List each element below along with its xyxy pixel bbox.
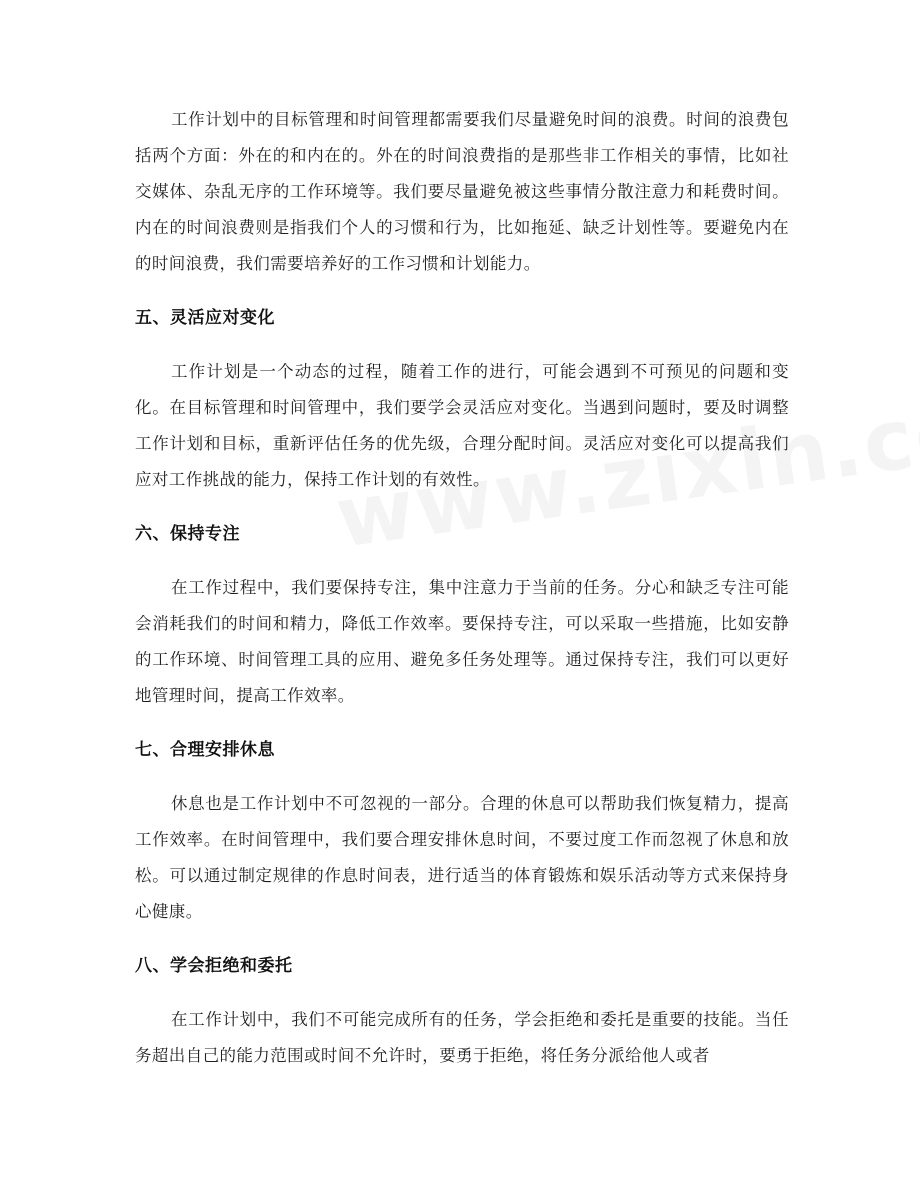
document-body: [135, 102, 789, 1074]
paragraph-delegation: 在工作计划中，我们不可能完成所有的任务，学会拒绝和委托是重要的技能。当任务超出自己的能力范围或时间不允许时，要勇于拒绝，将任务分派给他人或者: [135, 1010, 789, 1065]
paragraph-rest: 休息也是工作计划中不可忽视的一部分。合理的休息可以帮助我们恢复精力，提高工作效率。在时间管理中，我们要合理安排休息时间，不要过度工作而忽视了休息和放松。可以通过制定规律的作息时间表，进行适当的体育锻炼和娱乐活动等方式来保持身心健康。: [135, 794, 789, 921]
section-heading-6: 六、保持专注: [135, 524, 240, 544]
section-heading-5: 五、灵活应对变化: [135, 308, 275, 328]
paragraph-flexibility: 工作计划是一个动态的过程，随着工作的进行，可能会遇到不可预见的问题和变化。在目标管理和时间管理中，我们要学会灵活应对变化。当遇到问题时，要及时调整工作计划和目标，重新评估任务的优先级，合理分配时间。灵活应对变化可以提高我们应对工作挑战的能力，保持工作计划的有效性。: [135, 362, 789, 489]
paragraph-focus: 在工作过程中，我们要保持专注，集中注意力于当前的任务。分心和缺乏专注可能会消耗我们的时间和精力，降低工作效率。要保持专注，可以采取一些措施，比如安静的工作环境、时间管理工具的应用、避免多任务处理等。通过保持专注，我们可以更好地管理时间，提高工作效率。: [135, 578, 789, 705]
paragraph-time-waste: 工作计划中的目标管理和时间管理都需要我们尽量避免时间的浪费。时间的浪费包括两个方面：外在的和内在的。外在的时间浪费指的是那些非工作相关的事情，比如社交媒体、杂乱无序的工作环境等。我们要尽量避免被这些事情分散注意力和耗费时间。内在的时间浪费则是指我们个人的习惯和行为，比如拖延、缺乏计划性等。要避免内在的时间浪费，我们需要培养好的工作习惯和计划能力。: [135, 110, 789, 273]
section-heading-7: 七、合理安排休息: [135, 740, 275, 760]
section-heading-8: 八、学会拒绝和委托: [135, 956, 293, 976]
